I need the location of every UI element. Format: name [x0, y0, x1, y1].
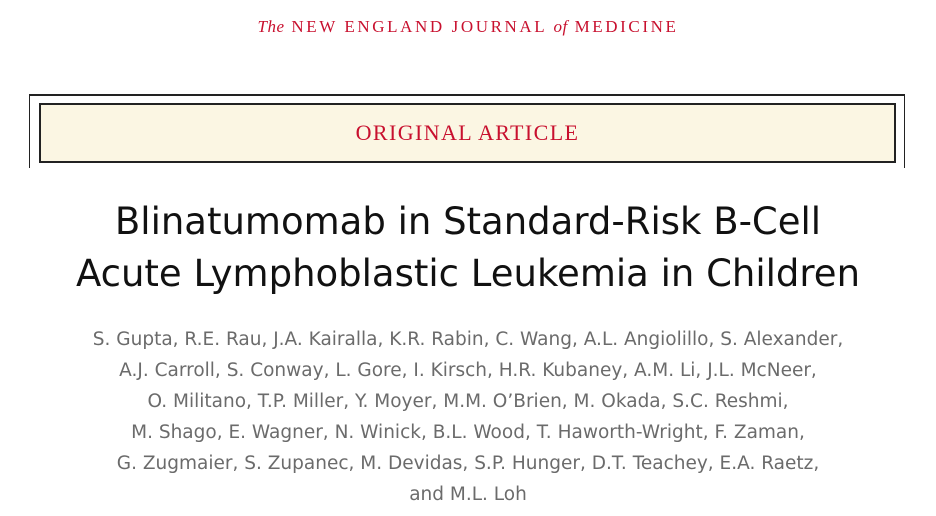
article-title — [0, 196, 936, 300]
author-line: and M.L. Loh — [409, 484, 527, 505]
masthead-name-part-2: MEDICINE — [574, 17, 679, 36]
section-label: ORIGINAL ARTICLE — [355, 120, 580, 145]
author-list — [0, 324, 936, 510]
masthead-of: of — [553, 17, 568, 36]
masthead-the: The — [257, 17, 285, 36]
author-line: S. Gupta, R.E. Rau, J.A. Kairalla, K.R. Rabin, C. Wang, A.L. Angiolillo, S. Alexander, — [92, 329, 844, 350]
author-line: A.J. Carroll, S. Conway, L. Gore, I. Kirsch, H.R. Kubaney, A.M. Li, J.L. McNeer, — [119, 360, 817, 381]
title-line: Blinatumomab in Standard-Risk B-Cell — [114, 200, 822, 243]
author-line: G. Zugmaier, S. Zupanec, M. Devidas, S.P. Hunger, D.T. Teachey, E.A. Raetz, — [116, 453, 820, 474]
author-line: M. Shago, E. Wagner, N. Winick, B.L. Wood, T. Haworth-Wright, F. Zaman, — [131, 422, 805, 443]
journal-masthead — [0, 17, 936, 37]
author-line: O. Militano, T.P. Miller, Y. Moyer, M.M. O’Brien, M. Okada, S.C. Reshmi, — [147, 391, 789, 412]
section-banner — [39, 103, 896, 163]
title-line: Acute Lymphoblastic Leukemia in Children — [75, 252, 861, 295]
masthead-name-part-1: NEW ENGLAND JOURNAL — [291, 17, 547, 36]
